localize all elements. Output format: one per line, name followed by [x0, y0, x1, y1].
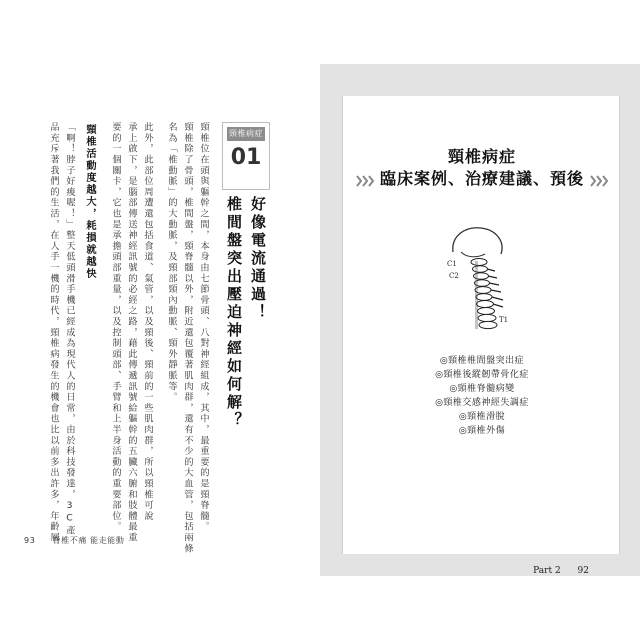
chapter-number: 01 — [230, 145, 262, 170]
list-item: ◎頸椎後縱韌帶骨化症 — [435, 370, 529, 380]
body-column: 品充斥著我們的生活，在人手一機的時代，頸椎病發生的機會也比以前多出許多，年齡層 — [48, 122, 59, 544]
spine-label: C1 — [447, 260, 457, 268]
list-item: ◎頸椎交感神經失調症 — [435, 398, 529, 408]
chevron-ornament-icon — [355, 174, 375, 188]
left-footer — [24, 535, 125, 546]
body-column: 頸椎除了骨頭，椎間盤，頸脊髓以外，附近還包覆著肌肉群，還有不少的大血管，包括兩條 — [182, 122, 193, 554]
right-page — [320, 64, 640, 576]
left-page — [10, 64, 312, 576]
body-column: 要的一個關卡，它也是承擔頭部重量，以及控制頭部、手臂和上半身活動的重要部位。 — [110, 122, 121, 533]
chapter-box — [222, 122, 270, 190]
topic-list — [343, 354, 621, 438]
part-label: Part 2 — [533, 566, 561, 576]
body-column: 承上啟下，是腦部傳送神經訊號的必經之路，藉此傳遞訊號給軀幹的五臟六腑和肢體最重 — [126, 122, 137, 544]
left-page-number: 93 — [24, 536, 36, 545]
right-footer — [533, 566, 589, 576]
list-item: ◎頸椎脊髓病變 — [449, 384, 515, 394]
body-column: 此外，此部位周遭還包括食道、氣管，以及頸後、頸前的一些肌肉群，所以頸椎可說 — [142, 122, 153, 522]
chevron-ornament-icon — [589, 174, 609, 188]
running-title: 脊椎不痛 能走能動 — [52, 536, 125, 545]
cervical-spine-illustration — [447, 222, 517, 334]
chapter-tag: 頸椎病症 — [227, 127, 265, 141]
right-page-number: 92 — [577, 566, 589, 576]
spine-label: T1 — [499, 316, 509, 324]
list-item: ◎頸椎滑脫 — [458, 412, 506, 422]
subheading: 頸椎活動度越大，耗損就越快 — [84, 124, 95, 280]
list-item: ◎頸椎外傷 — [458, 426, 506, 436]
part-opener-card — [342, 96, 620, 576]
body-column: 名為「椎動脈」的大動脈，及頸部頸內動脈、頸外靜脈等。 — [166, 122, 177, 403]
body-column: 頸椎位在頭與軀幹之間，本身由七節骨頭、八對神經組成，其中，最重要的是頸脊髓。 — [198, 122, 209, 533]
chapter-title-line-1: 好像電流通過！ — [249, 196, 267, 322]
chapter-title-line-2: 椎間盤突出壓迫神經如何解？ — [225, 196, 243, 430]
spine-label: C2 — [449, 272, 459, 280]
list-item: ◎頸椎椎間盤突出症 — [439, 356, 525, 366]
part-title-line-1: 頸椎病症 — [447, 147, 516, 166]
body-column: 「啊！脖子好痠喔！」整天低頭滑手機已經成為現代人的日常，由於科技發達，3C產 — [64, 122, 75, 536]
part-title-line-2: 臨床案例、治療建議、預後 — [379, 169, 584, 188]
